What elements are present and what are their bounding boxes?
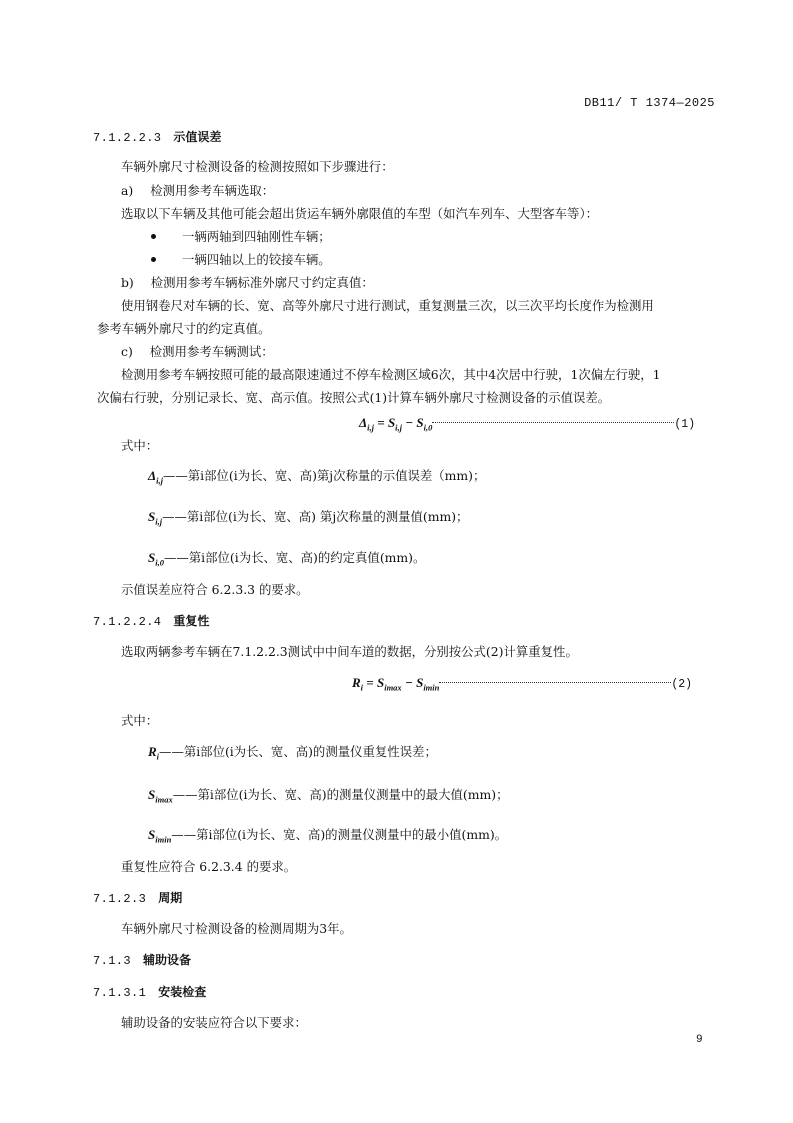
variable-symbol: $R_i$ xyxy=(148,744,160,762)
conformance-statement: 示值误差应符合 6.2.3.3 的要求。 xyxy=(121,582,309,597)
variable-definition xyxy=(148,825,507,845)
bullet-icon xyxy=(151,257,156,262)
formula-expression: $\Delta_{i,j} = S_{i,j} - S_{i,0}$ xyxy=(359,415,433,433)
list-text: 检测用参考车辆标准外廓尺寸约定真值： xyxy=(150,275,374,290)
section-heading-7-1-3 xyxy=(93,951,191,968)
formula-number: (1) xyxy=(674,418,696,431)
list-label: b) xyxy=(121,275,134,290)
section-number: 7.1.2.2.4 xyxy=(93,615,162,629)
where-label: 式中： xyxy=(121,438,159,453)
paragraph: 选取两辆参考车辆在7.1.2.2.3测试中中间车道的数据，分别按公式(2)计算重复性。 xyxy=(121,644,578,659)
bullet-item xyxy=(151,250,331,268)
bullet-text: 一辆两轴到四轴刚性车辆； xyxy=(182,229,331,244)
list-item-a xyxy=(121,181,274,199)
bullet-icon xyxy=(151,234,156,239)
page-number: 9 xyxy=(696,1034,703,1046)
list-label: c) xyxy=(121,344,133,359)
definition-text: ——第i部位(i为长、宽、高)第j次称量的示值误差（mm)； xyxy=(163,468,486,483)
paragraph: 辅助设备的安装应符合以下要求： xyxy=(121,1015,307,1030)
paragraph-continuation: 次偏右行驶，分别记录长、宽、高示值。按照公式(1)计算车辆外廓尺寸检测设备的示值误差。 xyxy=(97,390,611,405)
variable-definition xyxy=(148,507,468,527)
variable-symbol: $S_{imax}$ xyxy=(148,787,173,805)
section-number: 7.1.3 xyxy=(93,954,132,968)
section-title: 示值误差 xyxy=(173,130,222,144)
section-heading-7-1-2-2-3 xyxy=(93,128,221,145)
variable-definition xyxy=(148,548,425,568)
list-label: a) xyxy=(121,183,134,198)
variable-symbol: $S_{i,j}$ xyxy=(148,509,163,527)
paragraph: 车辆外廓尺寸检测设备的检测周期为3年。 xyxy=(121,921,352,936)
section-number: 7.1.2.2.3 xyxy=(93,131,162,145)
definition-text: ——第i部位(i为长、宽、高)的测量仪重复性误差； xyxy=(159,744,437,759)
list-text: 检测用参考车辆选取： xyxy=(150,183,275,198)
definition-text: ——第i部位(i为长、宽、高)的测量仪测量中的最大值(mm)； xyxy=(172,787,509,802)
dot-leader xyxy=(439,682,671,683)
variable-definition xyxy=(148,466,485,486)
definition-text: ——第i部位(i为长、宽、高) 第j次称量的测量值(mm)； xyxy=(162,509,469,524)
formula-expression: $R_i = S_{imax} - S_{imin}$ xyxy=(352,675,440,693)
conformance-statement: 重复性应符合 6.2.3.4 的要求。 xyxy=(121,859,297,874)
formula-2 xyxy=(352,675,692,693)
section-heading-7-1-2-2-4 xyxy=(93,612,209,629)
bullet-item xyxy=(151,227,331,245)
variable-definition xyxy=(148,785,508,805)
paragraph: 检测用参考车辆按照可能的最高限速通过不停车检测区域6次，其中4次居中行驶，1次偏左行驶，1 xyxy=(121,367,661,382)
section-title: 安装检查 xyxy=(158,985,207,999)
section-heading-7-1-2-3 xyxy=(93,889,182,906)
paragraph: 使用钢卷尺对车辆的长、宽、高等外廓尺寸进行测试，重复测量三次，以三次平均长度作为检测用 xyxy=(121,298,654,313)
section-title: 辅助设备 xyxy=(143,953,192,967)
list-item-b xyxy=(121,273,374,291)
document-code: DB11/ T 1374—2025 xyxy=(584,96,715,110)
definition-text: ——第i部位(i为长、宽、高)的约定真值(mm)。 xyxy=(163,550,426,565)
paragraph: 车辆外廓尺寸检测设备的检测按照如下步骤进行： xyxy=(121,159,394,174)
section-number: 7.1.3.1 xyxy=(93,986,147,1000)
paragraph-continuation: 参考车辆外廓尺寸的约定真值。 xyxy=(97,321,271,336)
paragraph: 选取以下车辆及其他可能会超出货运车辆外廓限值的车型（如汽车列车、大型客车等）： xyxy=(121,206,599,221)
where-label: 式中： xyxy=(121,713,159,728)
formula-number: (2) xyxy=(671,678,693,691)
definition-text: ——第i部位(i为长、宽、高)的测量仪测量中的最小值(mm)。 xyxy=(171,827,508,842)
section-title: 重复性 xyxy=(173,614,210,628)
variable-definition xyxy=(148,742,437,762)
variable-symbol: $S_{i,0}$ xyxy=(148,550,164,568)
dot-leader xyxy=(432,422,674,423)
section-heading-7-1-3-1 xyxy=(93,983,206,1000)
bullet-text: 一辆四轴以上的铰接车辆。 xyxy=(182,252,331,267)
section-title: 周期 xyxy=(158,891,183,905)
list-text: 检测用参考车辆测试： xyxy=(149,344,274,359)
variable-symbol: $\Delta_{i,j}$ xyxy=(148,468,164,486)
formula-1 xyxy=(359,415,695,433)
variable-symbol: $S_{imin}$ xyxy=(148,827,172,845)
list-item-c xyxy=(121,342,274,360)
section-number: 7.1.2.3 xyxy=(93,892,147,906)
